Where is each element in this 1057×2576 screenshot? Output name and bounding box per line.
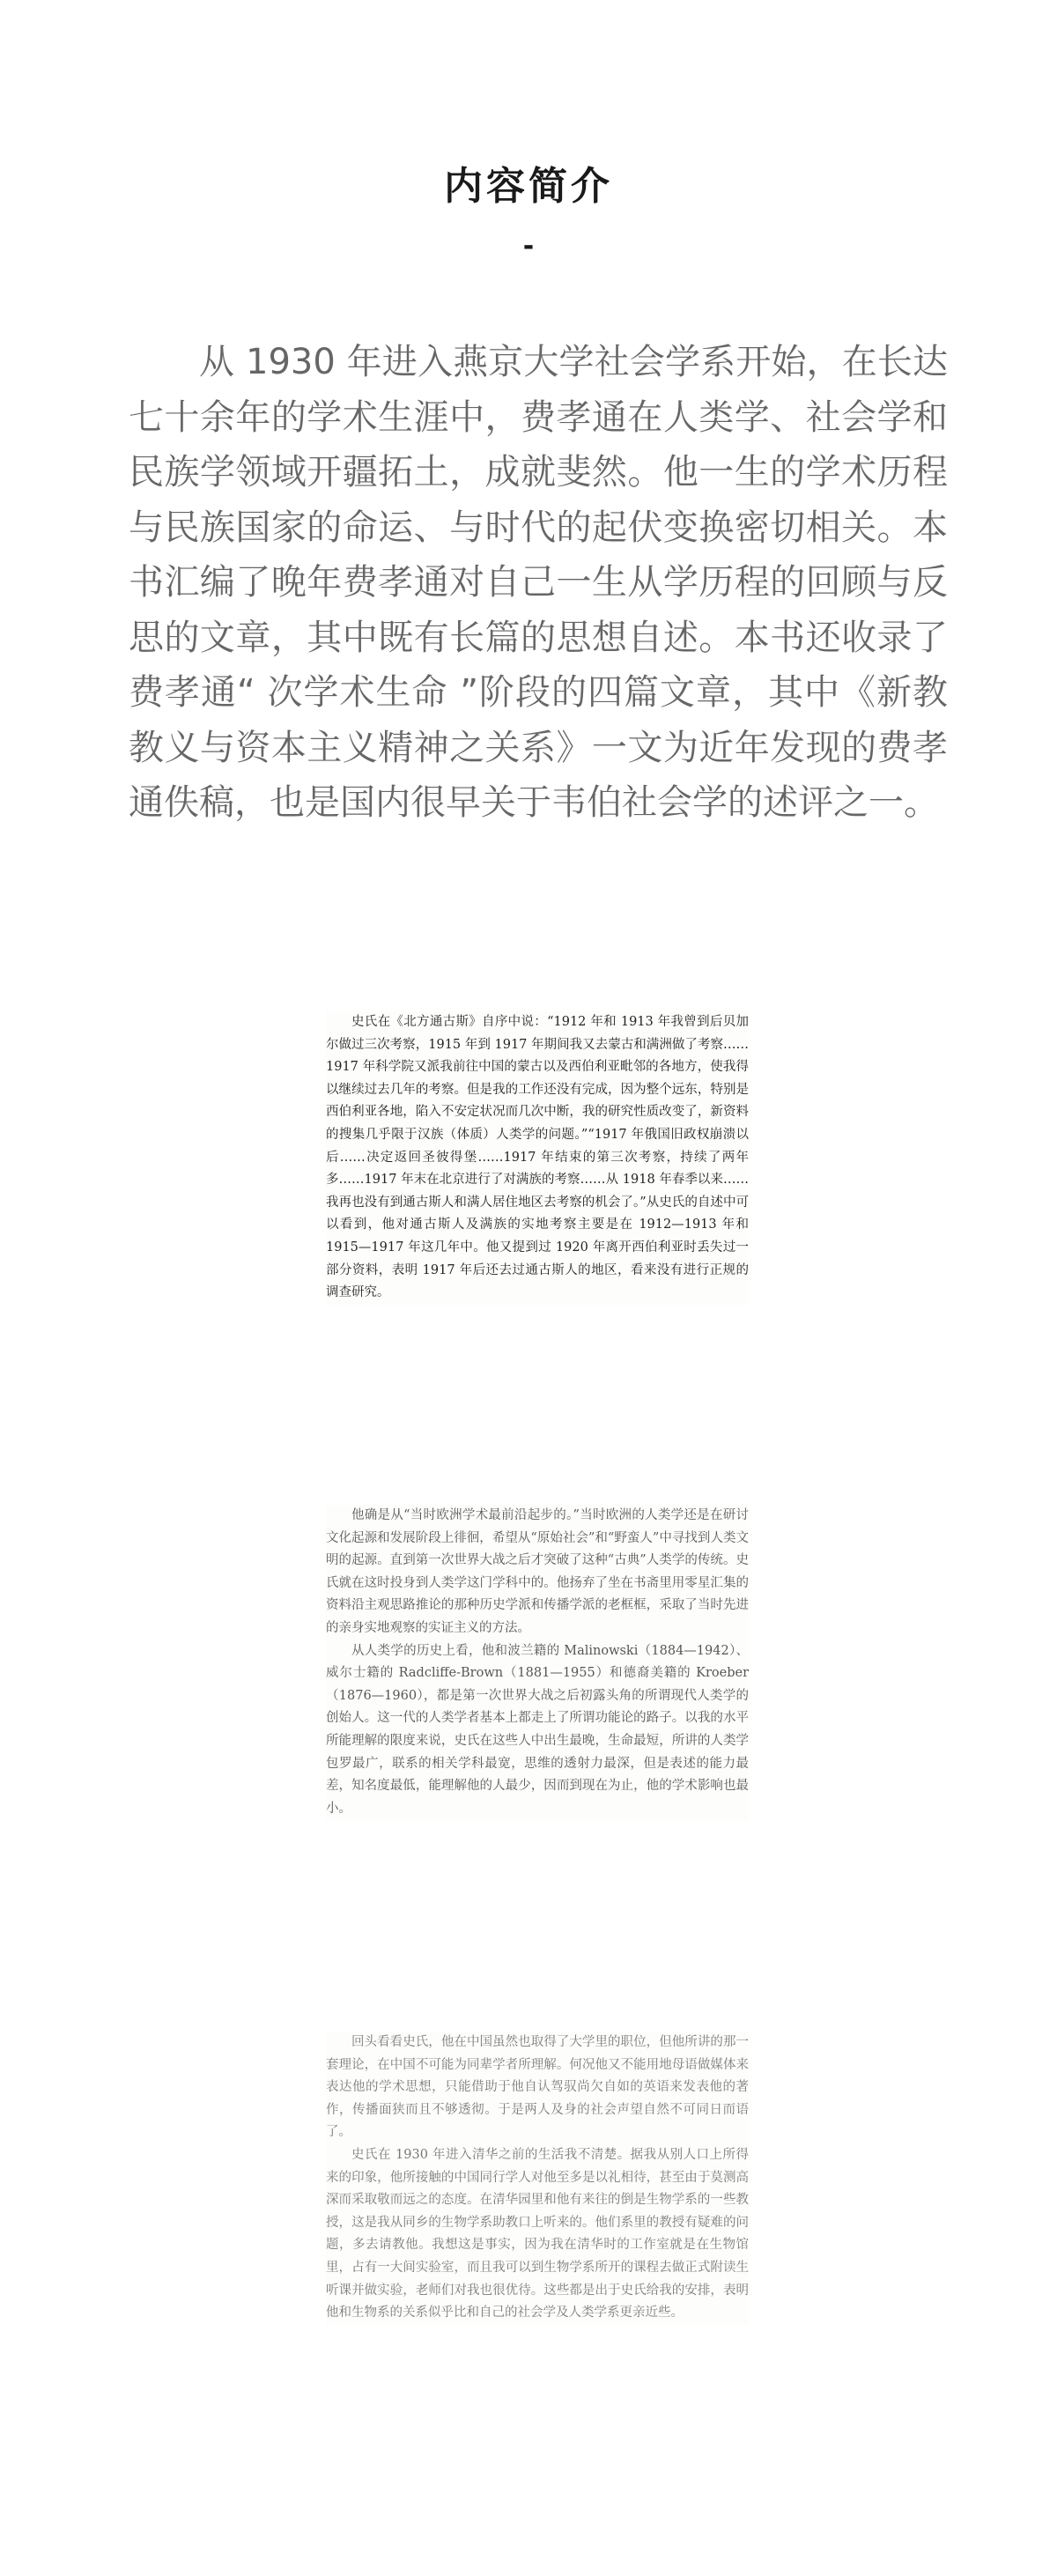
book-excerpt-3 (326, 2032, 749, 2325)
intro-paragraph: 从 1930 年进入燕京大学社会学系开始，在长达七十余年的学术生涯中，费孝通在人类学、社会学和民族学领域开疆拓土，成就斐然。他一生的学术历程与民族国家的命运、与时代的起伏变换密切相关。本书汇编了晚年费孝通对自己一生从学历程的回顾与反思的文章，其中既有长篇的思想自述。本书还收录了费孝通“ 次学术生命 ”阶段的四篇文章，其中《新教教义与资本主义精神之关系》一文为近年发现的费孝通佚稿，也是国内很早关于韦伯社会学的述评之一。 (129, 342, 948, 823)
excerpt-paragraph: 史氏在《北方通古斯》自序中说：“1912 年和 1913 年我曾到后贝加尔做过三次考察，1915 年到 1917 年期间我又去蒙古和满洲做了考察……1917 年科学院又派我前往中国的蒙古以及西伯利亚毗邻的各地方，使我得以继续过去几年的考察。但是我的工作还没有完成，因为整个远东，特别是西伯利亚各地，陷入不安定状况而几次中断，我的研究性质改变了，新资料的搜集几乎限于汉族（体质）人类学的问题。”“1917 年俄国旧政权崩溃以后……决定返回圣彼得堡……1917 年结束的第三次考察，持续了两年多……1917 年末在北京进行了对满族的考察……从 1918 年春季以来……我再也没有到通古斯人和满人居住地区去考察的机会了。”从史氏的自述中可以看到，他对通古斯人及满族的实地考察主要是在 1912—1913 年和 1915—1917 年这几年中。他又提到过 1920 年离开西伯利亚时丢失过一部分资料，表明 1917 年后还去过通古斯人的地区，看来没有进行正规的调查研究。 (326, 1015, 749, 1300)
excerpt-paragraph: 他确是从“当时欧洲学术最前沿起步的。”当时欧洲的人类学还是在研讨文化起源和发展阶段上徘徊，希望从“原始社会”和“野蛮人”中寻找到人类文明的起源。直到第一次世界大战之后才突破了这种“古典”人类学的传统。史氏就在这时投身到人类学这门学科中的。他扬弃了坐在书斋里用零星汇集的资料沿主观思路推论的那种历史学派和传播学派的老框框，采取了当时先进的亲身实地观察的实证主义的方法。 (326, 1508, 749, 1635)
excerpt-paragraph: 从人类学的历史上看，他和波兰籍的 Malinowski（1884—1942）、威尔士籍的 Radcliffe-Brown（1881—1955）和德裔美籍的 Kroeber（1876—1960），都是第一次世界大战之后初露头角的所谓现代人类学的创始人。这一代的人类学者基本上都走上了所谓功能论的路子。以我的水平所能理解的限度来说，史氏在这些人中出生最晚，生命最短，所讲的人类学包罗最广，联系的相关学科最宽，思维的透射力最深，但是表述的能力最差，知名度最低，能理解他的人最少，因而到现在为止，他的学术影响也最小。 (326, 1643, 749, 1816)
section-heading: 内容简介 (444, 164, 613, 209)
excerpt-paragraph: 史氏在 1930 年进入清华之前的生活我不清楚。据我从别人口上所得来的印象，他所接触的中国同行学人对他至多是以礼相待，甚至由于莫测高深而采取敬而远之的态度。在清华园里和他有来往的倒是生物学系的一些教授，这是我从同乡的生物学系助教口上听来的。他们系里的教授有疑难的问题，多去请教他。我想这是事实，因为我在清华时的工作室就是在生物馆里，占有一大间实验室，而且我可以到生物学系所开的课程去做正式附读生听课并做实验，老师们对我也很优待。这些都是出于史氏给我的安排，表明他和生物系的关系似乎比和自己的社会学及人类学系更亲近些。 (326, 2147, 749, 2321)
heading-divider: - (522, 231, 535, 262)
book-excerpt-1 (326, 1011, 749, 1305)
excerpt-paragraph: 回头看看史氏，他在中国虽然也取得了大学里的职位，但他所讲的那一套理论，在中国不可能为同辈学者所理解。何况他又不能用地母语做媒体来表达他的学术思想，只能借助于他自认驾驭尚欠自如的英语来发表他的著作，传播面狭而且不够透彻。于是两人及身的社会声望自然不可同日而语了。 (326, 2035, 749, 2140)
book-excerpt-2 (326, 1505, 749, 1820)
